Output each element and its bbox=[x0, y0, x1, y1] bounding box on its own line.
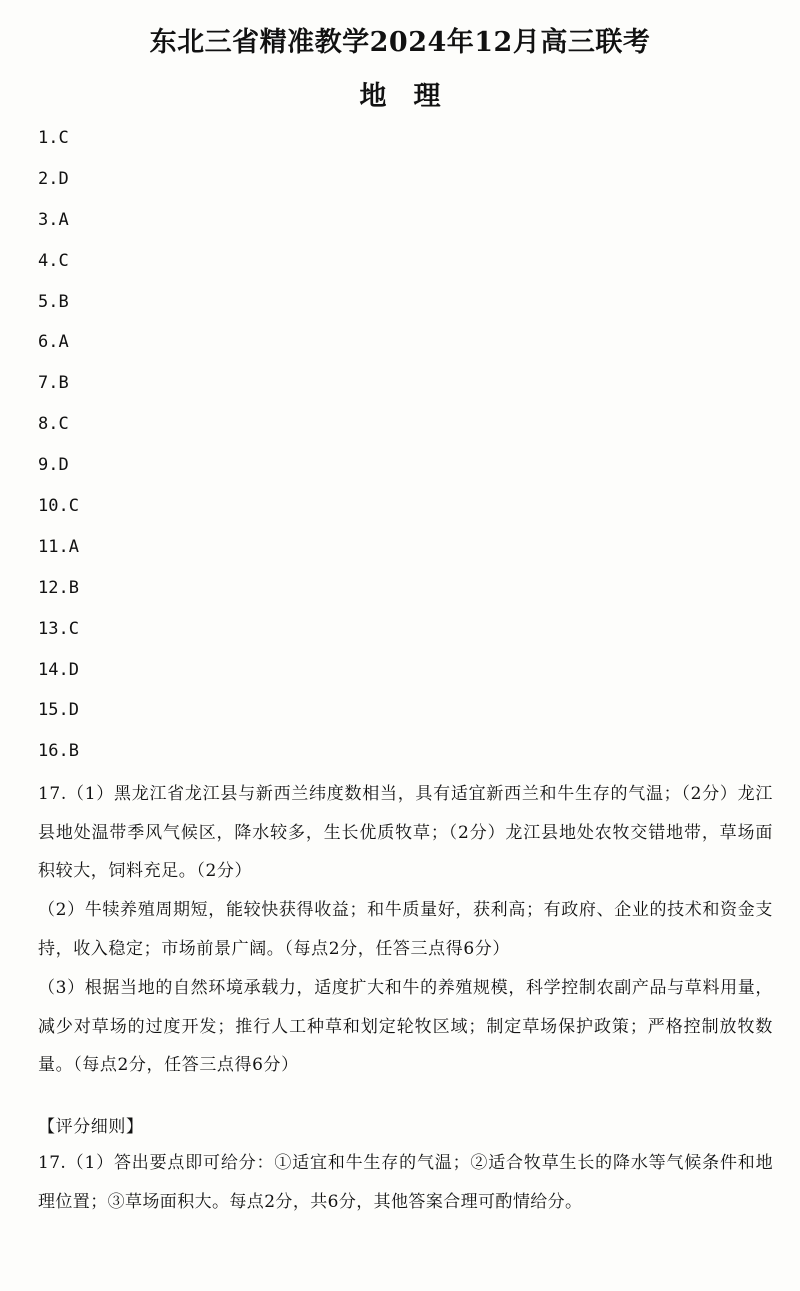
answer-list bbox=[38, 126, 79, 780]
answer-item: 7.B bbox=[38, 373, 69, 394]
scoring-q17-part1: 17.（1）答出要点即可给分：①适宜和牛生存的气温；②适合牧草生长的降水等气候条件和地理位置；③草场面积大。每点2分，共6分，其他答案合理可酌情给分。 bbox=[38, 1153, 773, 1212]
answer-item: 13.C bbox=[38, 618, 79, 639]
answer-item: 1.C bbox=[38, 128, 69, 148]
answer-item: 3.A bbox=[38, 209, 69, 230]
page-title: 东北三省精准教学2024年12月高三联考 bbox=[149, 27, 651, 58]
answer-item: 16.B bbox=[38, 741, 79, 762]
answer-item: 12.B bbox=[38, 577, 79, 598]
q17-part1-answer: 17.（1）黑龙江省龙江县与新西兰纬度数相当，具有适宜新西兰和牛生存的气温；（2分）龙江县地处温带季风气候区，降水较多，生长优质牧草；（2分）龙江县地处农牧交错地带，草场面积较大，饲料充足。（2分） bbox=[38, 784, 773, 881]
answer-item: 9.D bbox=[38, 455, 69, 476]
answer-item: 2.D bbox=[38, 168, 69, 189]
answer-item: 6.A bbox=[38, 332, 69, 353]
answer-item: 15.D bbox=[38, 700, 79, 721]
answer-item: 4.C bbox=[38, 250, 69, 271]
answer-item: 10.C bbox=[38, 496, 79, 517]
q17-part3-answer: （3）根据当地的自然环境承载力，适度扩大和牛的养殖规模，科学控制农副产品与草料用量，减少对草场的过度开发；推行人工种草和划定轮牧区域；制定草场保护政策；严格控制放牧数量。（每点2分，任答三点得6分） bbox=[38, 978, 773, 1075]
answer-item: 14.D bbox=[38, 659, 79, 680]
q17-part2-answer: （2）牛犊养殖周期短，能较快获得收益；和牛质量好，获利高；有政府、企业的技术和资金支持，收入稳定；市场前景广阔。（每点2分，任答三点得6分） bbox=[38, 900, 773, 959]
subject-heading: 地 理 bbox=[359, 81, 441, 112]
scoring-heading: 【评分细则】 bbox=[38, 1117, 144, 1137]
answer-item: 8.C bbox=[38, 414, 69, 435]
answer-item: 5.B bbox=[38, 291, 69, 312]
answer-item: 11.A bbox=[38, 536, 79, 557]
